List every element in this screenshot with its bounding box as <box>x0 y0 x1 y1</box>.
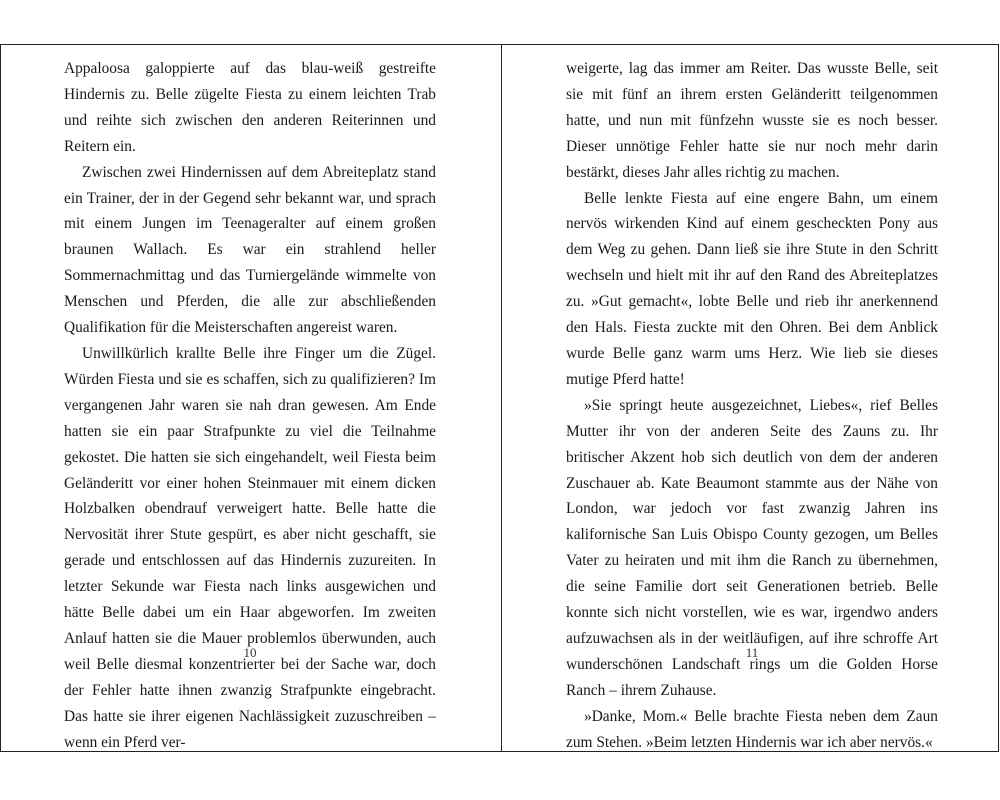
left-paragraph-3: Unwillkürlich krallte Belle ihre Finger um die Zügel. Würden Fiesta und sie es schaffen, sich zu qualifizieren? Im vergangenen Jahr waren sie nah dran gewesen. Am Ende hatten sie ein paar Strafpunkte zu viel die Teilnahme gekostet. Die hatten sie sich eingehandelt, weil Fiesta beim Geländeritt vor einer hohen Steinmauer mit einem dicken Holzbalken obendrauf verweigert hatte. Belle hatte die Nervosität ihrer Stute gespürt, es aber nicht geschafft, sie gerade und entschlossen auf das Hindernis zuzureiten. In letzter Sekunde war Fiesta nach links ausgewichen und hätte Belle dabei um ein Haar abgeworfen. Im zweiten Anlauf hatten sie die Mauer problemlos überwunden, auch weil Belle diesmal konzentrierter bei der Sache war, doch der Fehler hatte ihnen zwanzig Strafpunkte eingebracht. Das hatte sie ihrer eigenen Nachlässigkeit zuzuschreiben – wenn ein Pferd ver- <box>64 344 436 751</box>
right-paragraph-3: »Sie springt heute ausgezeichnet, Liebes«, rief Belles Mutter ihr von der anderen Seite des Zauns zu. Ihr britischer Akzent hob sich deutlich von dem der anderen Zuschauer ab. Kate Beaumont stammte aus der Nähe von London, war jedoch vor fast zwanzig Jahren ins kalifornische San Luis Obispo County gezogen, um Belles Vater zu heiraten und mit ihm die Ranch zu übernehmen, die seine Familie dort seit Generationen betrieb. Belle konnte sich nicht vorstellen, wie es war, irgendwo anders aufzuwachsen als in der weitläufigen, auf ihre schroffe Art wunderschönen Landschaft rings um die Golden Horse Ranch – ihrem Zuhause. <box>566 396 938 699</box>
left-paragraph-2: Zwischen zwei Hindernissen auf dem Abreiteplatz stand ein Trainer, der in der Gegend sehr bekannt war, und sprach mit einem Jungen im Teenageralter auf einem großen braunen Wallach. Es war ein strahlend heller Sommernachmittag und das Turniergelände wimmelte von Menschen und Pferden, die alle zur abschließenden Qualifikation für die Meisterschaften angereist waren. <box>64 163 436 337</box>
left-page-number: 10 <box>243 645 257 660</box>
left-paragraph-1: Appaloosa galoppierte auf das blau-weiß gestreifte Hindernis zu. Belle zügelte Fiesta zu einem leichten Trab und reihte sich zwischen den anderen Reiterinnen und Reitern ein. <box>64 60 436 155</box>
right-paragraph-4: »Danke, Mom.« Belle brachte Fiesta neben dem Zaun zum Stehen. »Beim letzten Hindernis war ich aber nervös.« <box>566 707 938 751</box>
gutter-divider <box>501 45 502 751</box>
right-paragraph-2: Belle lenkte Fiesta auf eine engere Bahn, um einem nervös wirkenden Kind auf einem gescheckten Pony aus dem Weg zu gehen. Dann ließ sie ihre Stute in den Schritt wechseln und hielt mit ihr auf den Rand des Abreiteplatzes zu. »Gut gemacht«, lobte Belle und rieb ihr anerkennend den Hals. Fiesta zuckte mit den Ohren. Bei dem Anblick wurde Belle ganz warm ums Herz. Wie lieb sie dieses mutige Pferd hatte! <box>566 189 938 388</box>
right-page-number: 11 <box>745 645 759 660</box>
right-paragraph-1: weigerte, lag das immer am Reiter. Das wusste Belle, seit sie mit fünf an ihrem ersten Geländeritt teilgenommen hatte, und nun mit fünfzehn wusste sie es noch besser. Dieser unnötige Fehler hatte sie nur noch mehr darin bestärkt, dieses Jahr alles richtig zu machen. <box>566 60 938 181</box>
